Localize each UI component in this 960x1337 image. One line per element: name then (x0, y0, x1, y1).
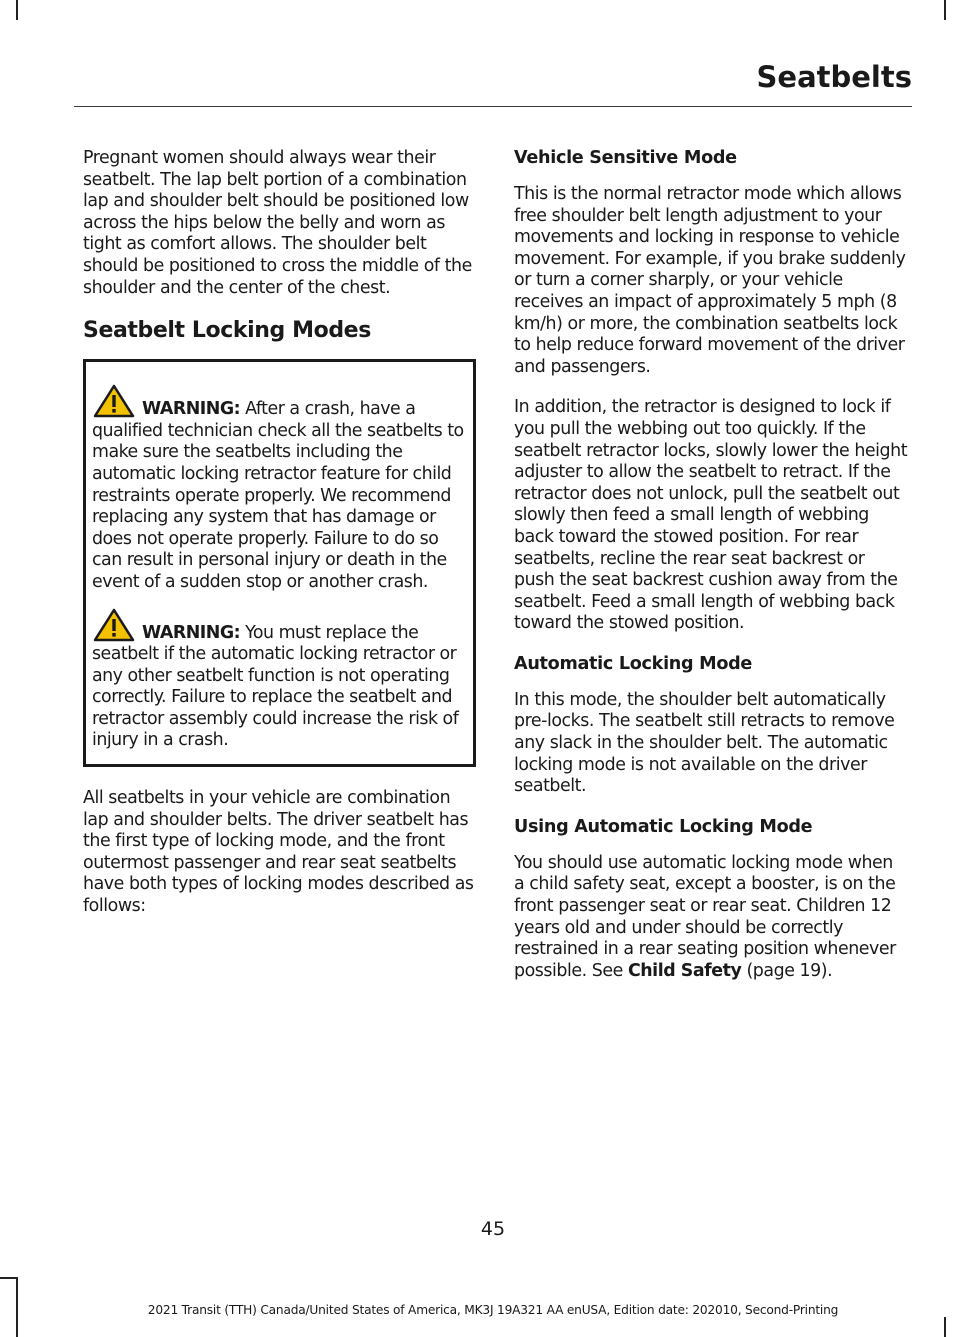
crop-mark-top-right (944, 0, 946, 20)
vehicle-sensitive-paragraph-2: In addition, the retractor is designed to lock if you pull the webbing out too quickly. If the seatbelt retractor locks, slowly lower the height adjuster to allow the seatbelt to retract. If the retractor does not unlock, pull the seatbelt out slowly then feed a small length of webbing back toward the stowed position. For rear seatbelts, recline the rear seat backrest or push the seat backrest cushion away from the seatbelt. Feed a small length of webbing back toward the stowed position. (514, 397, 908, 634)
header-divider (74, 106, 912, 107)
warning-box (83, 359, 476, 767)
warning-2 (92, 608, 468, 753)
warning-triangle-icon (92, 384, 142, 418)
child-safety-link[interactable]: Child Safety (627, 960, 742, 981)
warning-label: WARNING: (142, 622, 241, 643)
page-number: 45 (480, 1218, 506, 1240)
intro-paragraph: Pregnant women should always wear their seatbelt. The lap belt portion of a combination lap and shoulder belt should be positioned low across the hips below the belly and worn as tight as comfort allows. The shoulder belt should be positioned to cross the middle of the shoulder and the center of the chest. (83, 148, 472, 298)
crop-mark-bottom-right (944, 1317, 946, 1337)
crop-mark-top-left (16, 0, 18, 20)
section-heading: Seatbelt Locking Modes (83, 318, 371, 344)
warning-1 (92, 384, 468, 593)
footer-edition-info: 2021 Transit (TTH) Canada/United States of America, MK3J 19A321 AA enUSA, Edition date: 202010, Second-Printing (147, 1303, 839, 1317)
right-column (514, 148, 908, 1001)
crop-mark-bottom-left-h (0, 1277, 18, 1279)
closing-paragraph: All seatbelts in your vehicle are combination lap and shoulder belts. The driver seatbelt has the first type of locking mode, and the front outermost passenger and rear seat seatbelts have both types of locking modes described as follows: (83, 788, 474, 917)
using-automatic-locking-paragraph (514, 853, 908, 983)
warning-triangle-icon (92, 608, 142, 642)
automatic-locking-heading: Automatic Locking Mode (514, 653, 753, 674)
warning-text: You must replace the seatbelt if the automatic locking retractor or any other seatbelt function is not operating correctly. Failure to replace the seatbelt and retractor assembly could increase the risk of injury in a crash. (92, 622, 459, 751)
vehicle-sensitive-paragraph-1: This is the normal retractor mode which allows free shoulder belt length adjustment to your movements and locking in response to vehicle movement. For example, if you brake suddenly or turn a corner sharply, or your vehicle receives an impact of approximately 5 mph (8 km/h) or more, the combination seatbelts lock to help reduce forward movement of the driver and passengers. (514, 184, 906, 377)
page-title: Seatbelts (756, 60, 912, 94)
automatic-locking-paragraph: In this mode, the shoulder belt automatically pre-locks. The seatbelt still retracts to remove any slack in the shoulder belt. The automatic locking mode is not available on the driver seatbelt. (514, 689, 895, 797)
page-reference: (page 19). (741, 960, 833, 981)
warning-label: WARNING: (142, 399, 241, 420)
using-automatic-locking-heading: Using Automatic Locking Mode (514, 816, 813, 837)
vehicle-sensitive-heading: Vehicle Sensitive Mode (514, 148, 737, 168)
warning-text: After a crash, have a qualified technician check all the seatbelts to make sure the seatbelts including the automatic locking retractor feature for child restraints operate properly. We recommend replacing any system that has damage or does not operate properly. Failure to do so can result in personal injury or death in the event of a sudden stop or another crash. (92, 399, 464, 592)
using-text: You should use automatic locking mode when a child safety seat, except a booster, is on the front passenger seat or rear seat. Children 12 years old and under should be correctly restrained in a rear seating position whenever possible. See (514, 852, 896, 981)
left-column (83, 148, 476, 937)
